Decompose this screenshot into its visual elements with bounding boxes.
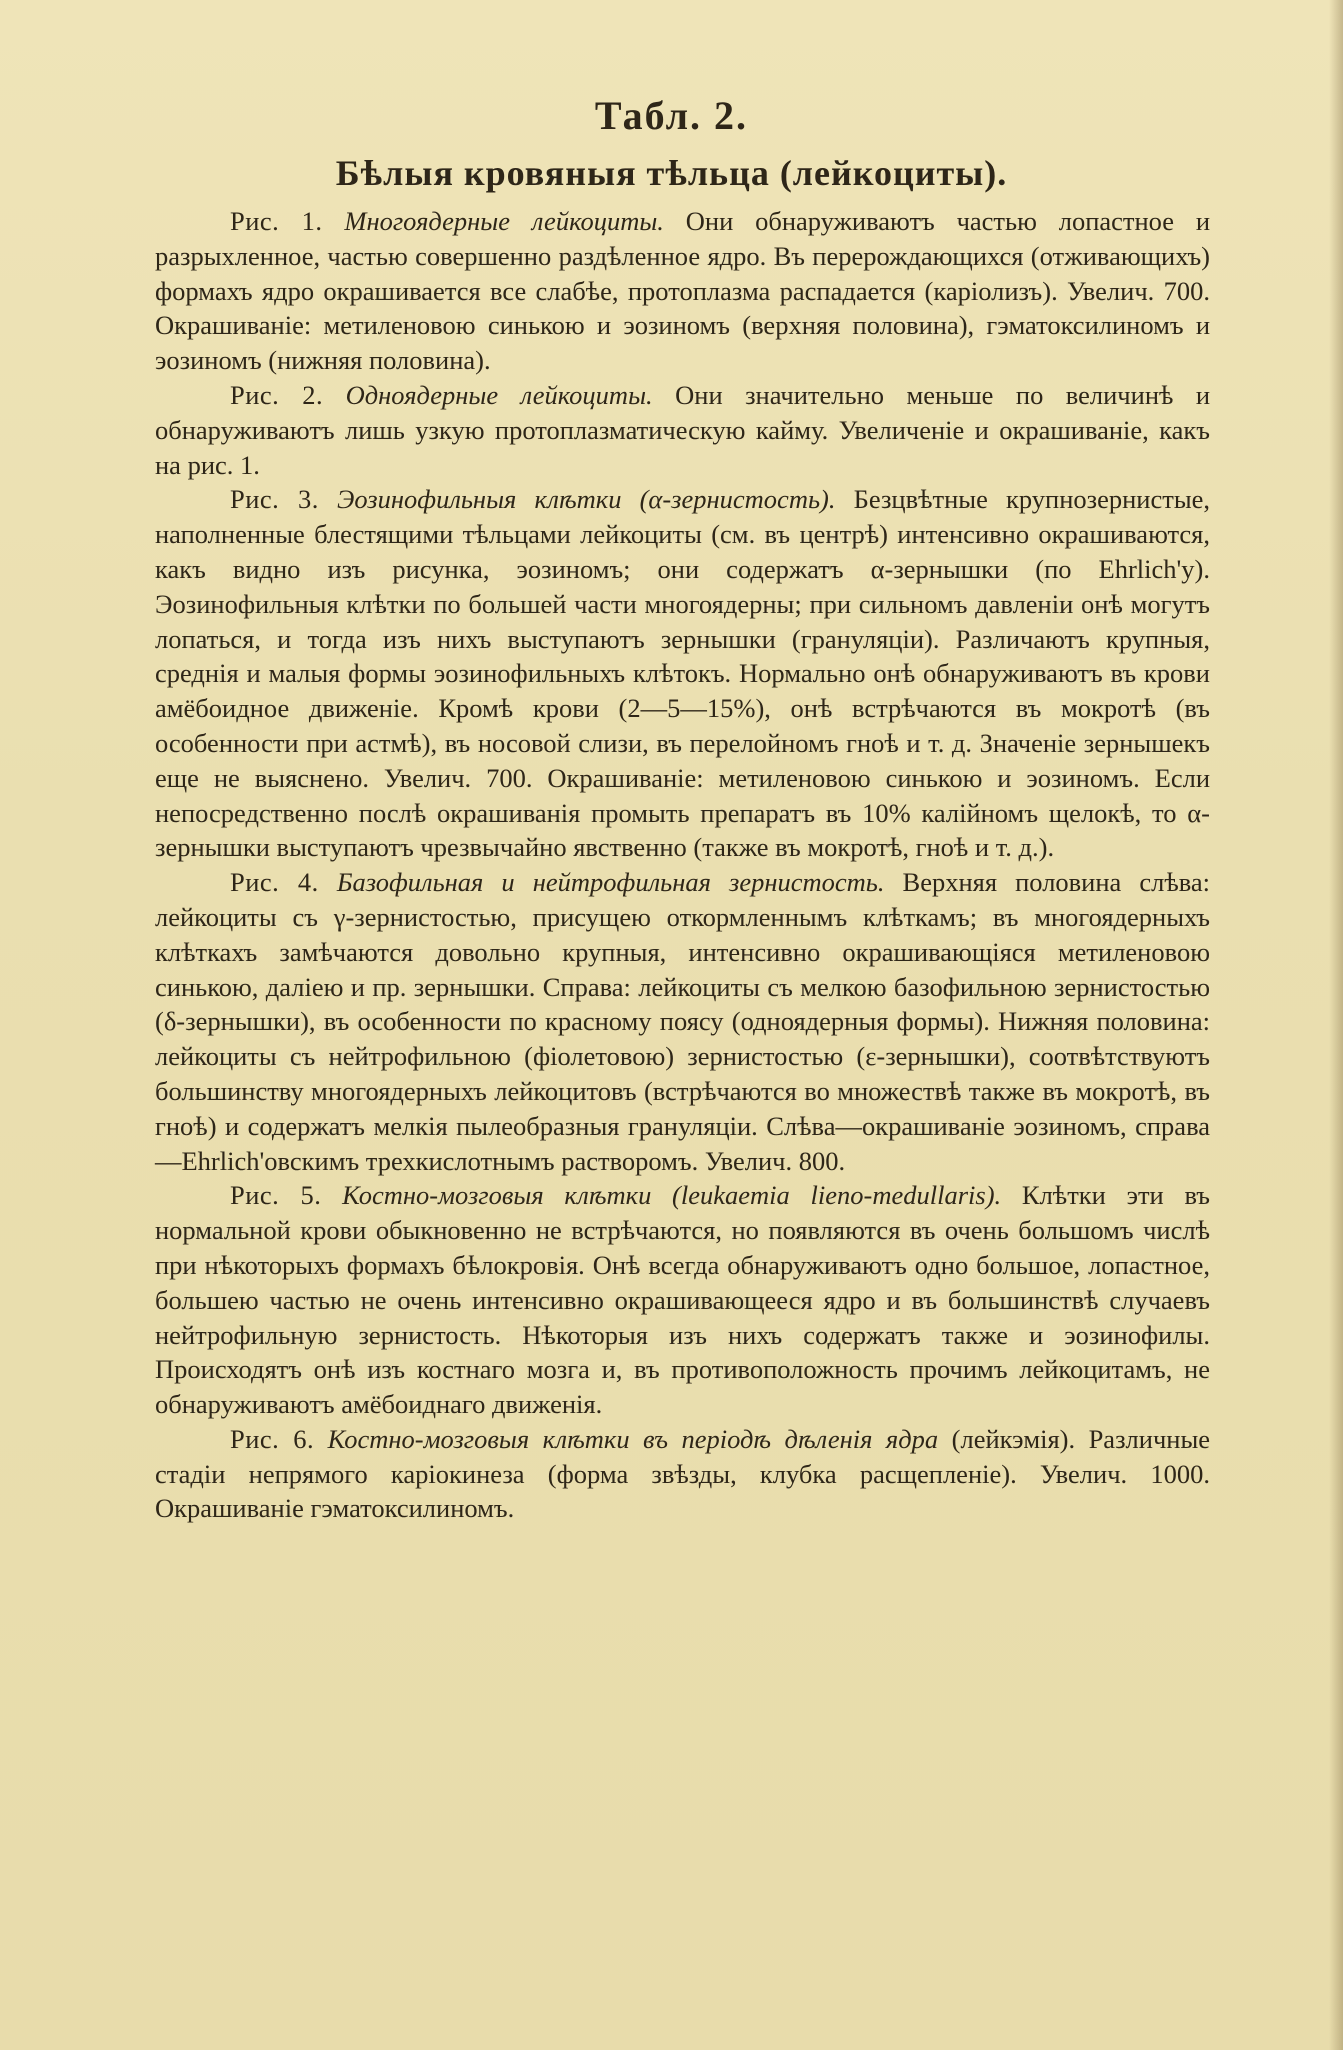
figure-1-paragraph xyxy=(155,204,1210,378)
figure-text: Безцвѣтные крупнозернистые, наполненные блестящими тѣльцами лейкоциты (см. въ центрѣ) интенсивно окрашиваются, какъ видно изъ рисунка, эозиномъ; они содержатъ α-зернышки (по Ehrlich'у). Эозинофильныя клѣтки по большей части многоядерны; при сильномъ давленіи онѣ могутъ лопаться, и тогда изъ нихъ выступаютъ зернышки (грануляціи). Различаютъ крупныя, среднія и малыя формы эозинофильныхъ клѣтокъ. Нормально онѣ обнаруживаютъ въ крови амёбоидное движеніе. Кромѣ крови (2—5—15%), онѣ встрѣчаются въ мокротѣ (въ особенности при астмѣ), въ носовой слизи, въ перелойномъ гноѣ и т. д. Значеніе зернышекъ еще не выяснено. Увелич. 700. Окрашиваніе: метиленовою синькою и эозиномъ. Если непосредственно послѣ окрашиванія промыть препаратъ въ 10% калійномъ щелокѣ, то α-зернышки выступаютъ чрезвычайно явственно (также въ мокротѣ, гноѣ и т. д.). xyxy=(155,484,1211,863)
figure-label: Рис. 1. xyxy=(230,206,323,236)
figure-text: Верхняя половина слѣва: лейкоциты съ γ-зернистостью, присущею откормленнымъ клѣткамъ; въ многоядерныхъ клѣткахъ замѣчаются довольно крупныя, интенсивно окрашивающіяся метиленовою синькою, даліею и пр. зернышки. Справа: лейкоциты съ мелкою базофильною зернистостью (δ-зернышки), въ особенности по красному поясу (одноядерныя формы). Нижняя половина: лейкоциты съ нейтрофильною (фіолетовою) зернистостью (ε-зернышки), соотвѣтствуютъ большинству многоядерныхъ лейкоцитовъ (встрѣчаются во множествѣ также въ мокротѣ, въ гноѣ) и содержатъ мелкія пылеобразныя грануляціи. Слѣва—окрашиваніе эозиномъ, справа—Ehrlich'овскимъ трехкислотнымъ растворомъ. Увелич. 800. xyxy=(155,867,1211,1176)
figure-2-paragraph xyxy=(155,378,1210,482)
figure-6-paragraph xyxy=(155,1422,1210,1526)
figure-title: Одноядерные лейкоциты. xyxy=(345,379,653,410)
figure-5-paragraph xyxy=(155,1178,1210,1422)
figure-3-paragraph xyxy=(155,482,1210,865)
plate-title: Табл. 2. xyxy=(594,93,749,138)
figure-label: Рис. 4. xyxy=(230,867,319,898)
figure-title: Костно-мозговыя клѣтки (leukaemia lieno-medullaris). xyxy=(342,1180,1002,1211)
figure-label: Рис. 6. xyxy=(230,1423,315,1454)
figure-text: Они значительно меньше по величинѣ и обнаруживаютъ лишь узкую протоплазматическую кайму. Увеличеніе и окрашиваніе, какъ на рис. 1. xyxy=(155,379,1211,480)
figure-title: Многоядерные лейкоциты. xyxy=(344,206,664,236)
figure-label: Рис. 2. xyxy=(230,379,324,410)
figure-text: Они обнаруживаютъ частью лопастное и разрыхленное, частью совершенно раздѣленное ядро. Въ перерождающихся (отживающихъ) формахъ ядро окрашивается все слабѣе, протоплазма распадается (каріолизъ). Увелич. 700. Окрашиваніе: метиленовою синькою и эозиномъ (верхняя половина), гэматоксилиномъ и эозиномъ (нижняя половина). xyxy=(155,206,1211,376)
figure-4-paragraph xyxy=(155,865,1210,1178)
figure-descriptions xyxy=(155,204,1210,1526)
figure-text: Клѣтки эти въ нормальной крови обыкновенно не встрѣчаются, но появляются въ очень большомъ числѣ при нѣкоторыхъ формахъ бѣлокровія. Онѣ всегда обнаруживаютъ одно большое, лопастное, большею частью не очень интенсивно окрашивающееся ядро и въ большинствѣ случаевъ нейтрофильную зернистость. Нѣкоторыя изъ нихъ содержатъ также и эозинофилы. Происходятъ онѣ изъ костнаго мозга и, въ противоположность прочимъ лейкоцитамъ, не обнаруживаютъ амёбоиднаго движенія. xyxy=(155,1180,1211,1420)
figure-title: Костно-мозговыя клѣтки въ періодѣ дѣленія ядра xyxy=(327,1423,939,1454)
figure-label: Рис. 5. xyxy=(230,1180,322,1211)
figure-text: (лейкэмія). Различные стадіи непрямого каріокинеза (форма звѣзды, клубка расщепленіе). Увелич. 1000. Окрашиваніе гэматоксилиномъ. xyxy=(155,1423,1211,1524)
figure-title: Эозинофильныя клѣтки (α-зернистость). xyxy=(337,484,836,515)
figure-title: Базофильная и нейтрофильная зернистость. xyxy=(336,867,885,898)
section-title: Бѣлыя кровяныя тѣльца (лейкоциты). xyxy=(335,153,1008,193)
figure-label: Рис. 3. xyxy=(230,484,319,515)
